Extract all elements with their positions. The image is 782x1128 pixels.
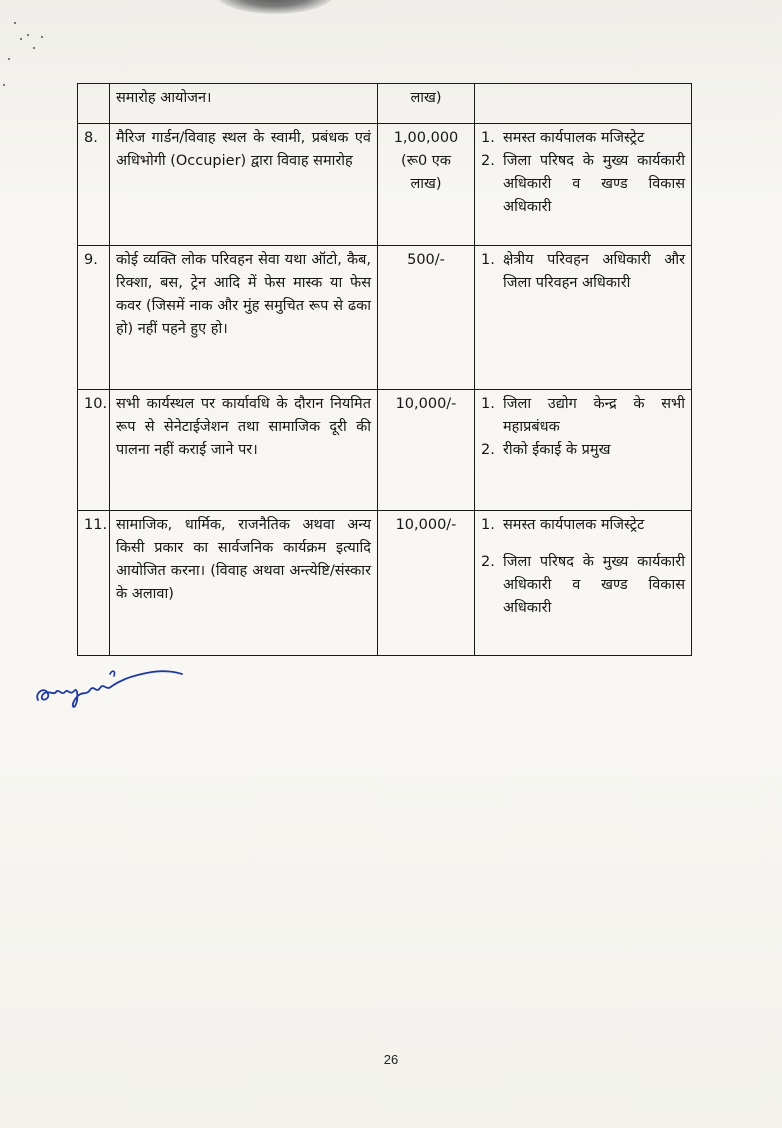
- description-cell: सभी कार्यस्थल पर कार्यावधि के दौरान नियमित रूप से सेनेटाईजेशन तथा सामाजिक दूरी की पालना नहीं कराई जाने पर।: [110, 390, 378, 511]
- fine-amount: 10,000/-: [395, 396, 457, 412]
- description-cell: सामाजिक, धार्मिक, राजनैतिक अथवा अन्य किसी प्रकार का सार्वजनिक कार्यक्रम इत्यादि आयोजित करना। (विवाह अथवा अन्त्येष्टि/संस्कार के अलावा): [110, 511, 378, 656]
- authority-text: जिला परिषद के मुख्य कार्यकारी अधिकारी व खण्ड विकास अधिकारी: [503, 153, 685, 215]
- authority-item: [481, 393, 685, 439]
- table-row-continuation: [78, 84, 692, 124]
- authority-cell: [475, 246, 692, 390]
- description-cell: कोई व्यक्ति लोक परिवहन सेवा यथा ऑटो, कैब, रिक्शा, बस, ट्रेन आदि में फेस मास्क या फेस कवर (जिसमें नाक और मुंह समुचित रूप से ढका हो) नहीं पहने हुए हो।: [110, 246, 378, 390]
- authority-item: [481, 551, 685, 620]
- authority-text: क्षेत्रीय परिवहन अधिकारी और जिला परिवहन अधिकारी: [503, 252, 685, 291]
- authority-number: 1.: [481, 396, 495, 412]
- authority-item: [481, 439, 685, 462]
- page-number: 26: [383, 1052, 399, 1067]
- fine-amount: 10,000/-: [395, 517, 457, 533]
- authority-number: 1.: [481, 517, 495, 533]
- table-row: [78, 511, 692, 656]
- table-row: [78, 124, 692, 246]
- table-row: [78, 390, 692, 511]
- authority-cell: [475, 390, 692, 511]
- fine-cell: लाख): [378, 84, 475, 124]
- fine-cell: [378, 124, 475, 246]
- fine-amount: 500/-: [407, 252, 445, 268]
- serial-cell: 8.: [78, 124, 110, 246]
- serial-cell: 11.: [78, 511, 110, 656]
- authority-text: समस्त कार्यपालक मजिस्ट्रेट: [503, 517, 645, 533]
- authority-number: 1.: [481, 252, 495, 268]
- serial-cell: [78, 84, 110, 124]
- authority-item: [481, 249, 685, 295]
- authority-number: 2.: [481, 554, 495, 570]
- fine-cell: [378, 390, 475, 511]
- authority-item: [481, 514, 685, 537]
- authority-text: समस्त कार्यपालक मजिस्ट्रेट: [503, 130, 645, 146]
- authority-cell: [475, 511, 692, 656]
- scan-specks: [0, 0, 60, 110]
- description-cell: मैरिज गार्डन/विवाह स्थल के स्वामी, प्रबंधक एवं अधिभोगी (Occupier) द्वारा विवाह समारोह: [110, 124, 378, 246]
- fine-cell: [378, 511, 475, 656]
- authority-item: [481, 150, 685, 219]
- fine-amount: 1,00,000: [393, 130, 459, 146]
- authority-number: 2.: [481, 153, 495, 169]
- authority-number: 1.: [481, 130, 495, 146]
- serial-cell: 9.: [78, 246, 110, 390]
- authority-item: [481, 127, 685, 150]
- serial-cell: 10.: [78, 390, 110, 511]
- table-row: [78, 246, 692, 390]
- penalty-table: [77, 83, 692, 656]
- authority-number: 2.: [481, 442, 495, 458]
- authority-text: जिला परिषद के मुख्य कार्यकारी अधिकारी व खण्ड विकास अधिकारी: [503, 554, 685, 616]
- fine-amount-words: (रू0 एक लाख): [401, 153, 451, 192]
- authority-text: रीको ईकाई के प्रमुख: [503, 442, 611, 458]
- authority-cell: [475, 124, 692, 246]
- signature-icon: [32, 666, 192, 716]
- description-cell: समारोह आयोजन।: [110, 84, 378, 124]
- authority-cell: [475, 84, 692, 124]
- authority-text: जिला उद्योग केन्द्र के सभी महाप्रबंधक: [503, 396, 685, 435]
- fine-cell: [378, 246, 475, 390]
- scan-smudge: [215, 0, 335, 14]
